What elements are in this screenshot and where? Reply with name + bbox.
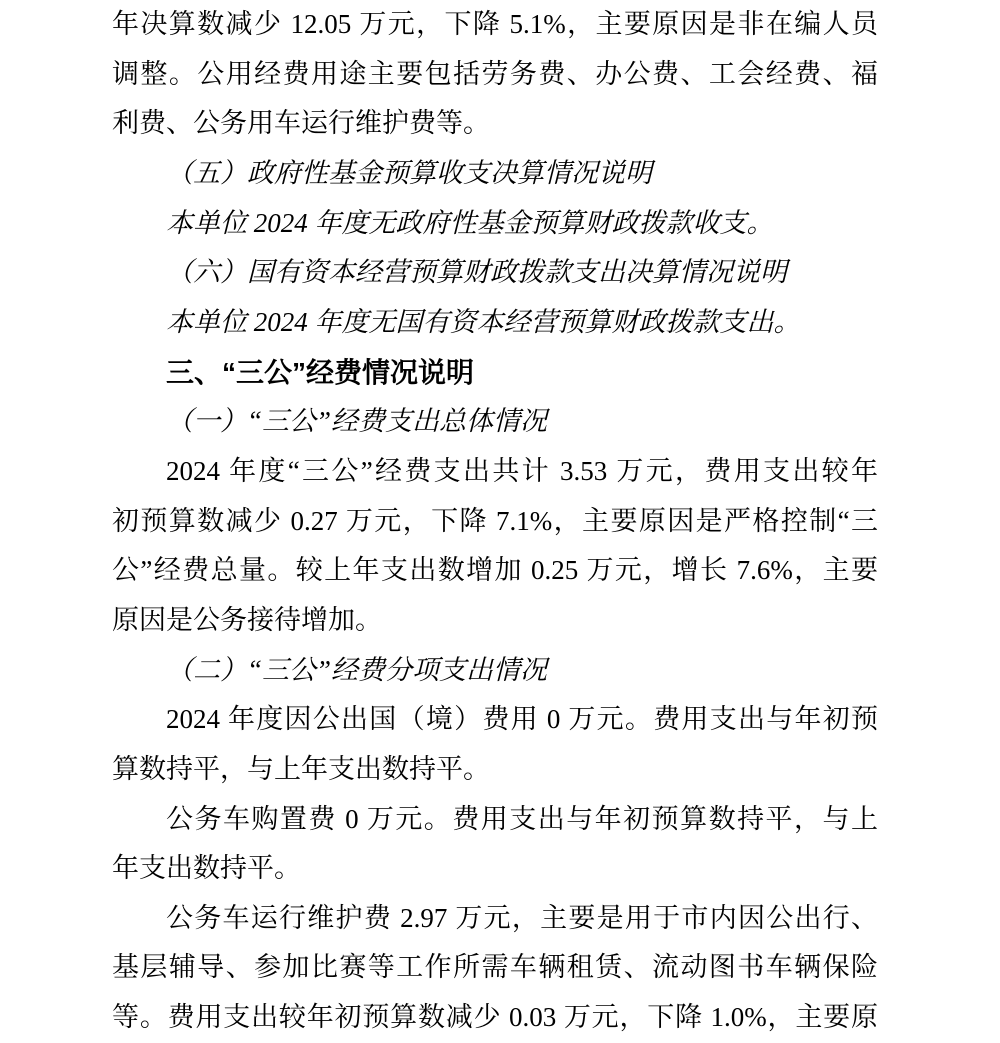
subsection-heading-one: （一）“三公”经费支出总体情况 (166, 406, 548, 437)
paragraph-line: 公务车运行维护费 2.97 万元，主要是用于市内因公出行、 (166, 902, 878, 933)
paragraph-line: 初预算数减少 0.27 万元，下降 7.1%，主要原因是严格控制“三 (112, 505, 878, 536)
paragraph-line: 2024 年度因公出国（境）费用 0 万元。费用支出与年初预 (166, 704, 878, 735)
statement-no-state-capital: 本单位 2024 年度无国有资本经营预算财政拨款支出。 (166, 306, 801, 337)
paragraph-line: 算数持平，与上年支出数持平。 (112, 753, 490, 784)
subsection-heading-two: （二）“三公”经费分项支出情况 (166, 654, 548, 685)
paragraph-line: 调整。公用经费用途主要包括劳务费、办公费、工会经费、福 (112, 58, 878, 89)
paragraph-line: 利费、公务用车运行维护费等。 (112, 108, 490, 139)
paragraph-line: 基层辅导、参加比赛等工作所需车辆租赁、流动图书车辆保险 (112, 952, 878, 983)
section-heading-sangong: 三、“三公”经费情况说明 (166, 356, 475, 388)
paragraph-line: 公务车购置费 0 万元。费用支出与年初预算数持平，与上 (166, 803, 878, 834)
paragraph-line: 原因是公务接待增加。 (112, 604, 382, 635)
paragraph-line: 2024 年度“三公”经费支出共计 3.53 万元，费用支出较年 (166, 455, 878, 486)
paragraph-line: 公”经费总量。较上年支出数增加 0.25 万元，增长 7.6%，主要 (112, 555, 878, 586)
paragraph-line: 年决算数减少 12.05 万元，下降 5.1%，主要原因是非在编人员 (112, 9, 878, 39)
statement-no-gov-fund: 本单位 2024 年度无政府性基金预算财政拨款收支。 (166, 207, 774, 238)
subsection-heading-five: （五）政府性基金预算收支决算情况说明 (166, 157, 652, 188)
subsection-heading-six: （六）国有资本经营预算财政拨款支出决算情况说明 (166, 257, 787, 288)
paragraph-line: 年支出数持平。 (112, 853, 301, 884)
paragraph-line: 等。费用支出较年初预算数减少 0.03 万元，下降 1.0%，主要原 (112, 1002, 878, 1033)
